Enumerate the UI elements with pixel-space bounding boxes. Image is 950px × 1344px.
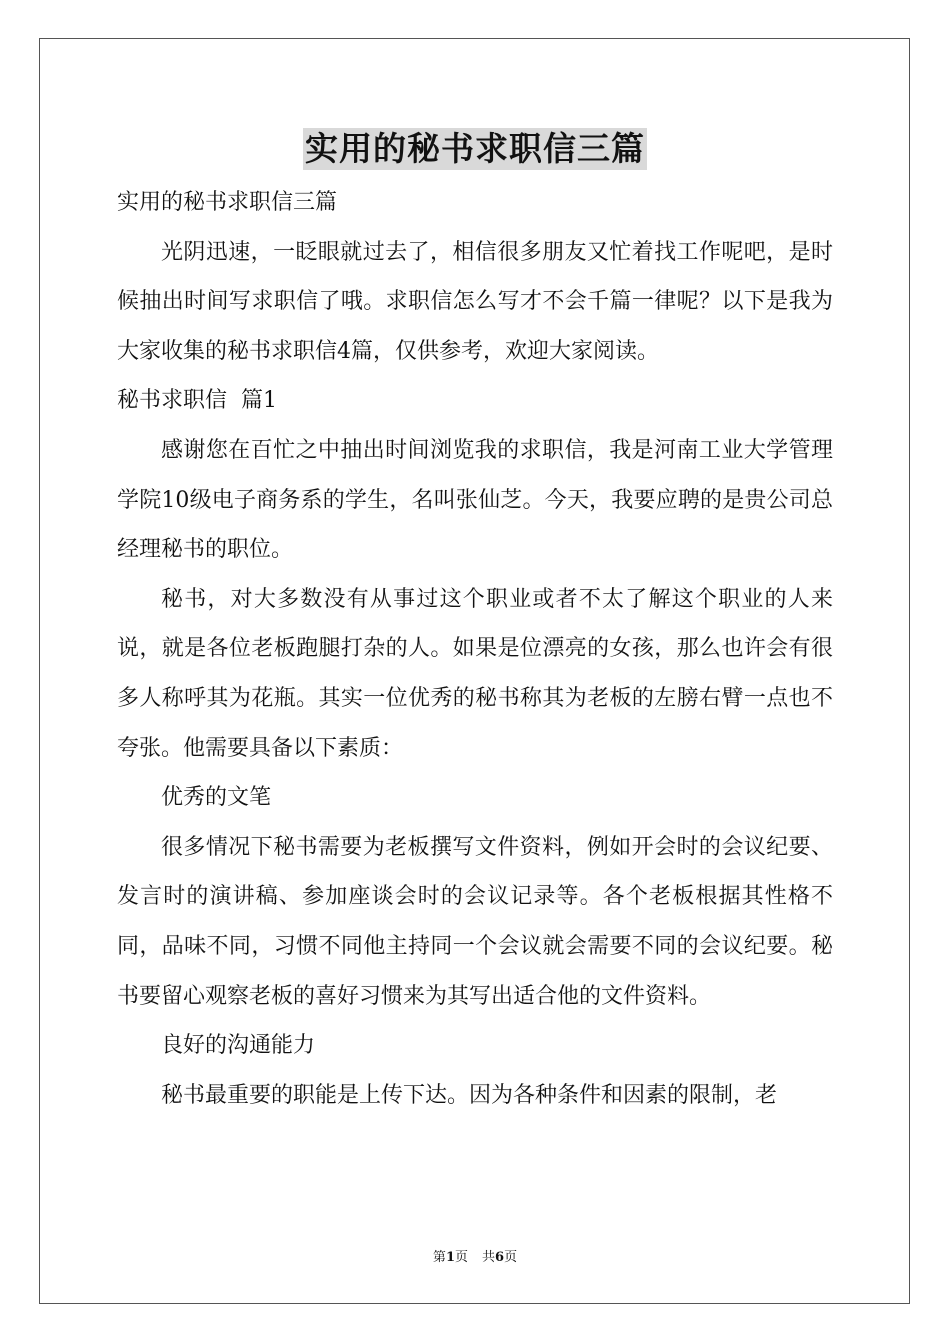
total-suffix: 页 [504, 1250, 518, 1265]
section-heading: 秘书求职信 篇1 [117, 388, 277, 414]
paragraph: 感谢您在百忙之中抽出时间浏览我的求职信，我是河南工业大学管理学院10级电子商务系的学生，名叫张仙芝。今天，我要应聘的是贵公司总经理秘书的职位。 [117, 437, 833, 563]
paragraph: 秘书，对大多数没有从事过这个职业或者不太了解这个职业的人来说，就是各位老板跑腿打杂的人。如果是位漂亮的女孩，那么也许会有很多人称呼其为花瓶。其实一位优秀的秘书称其为老板的左膀右臂一点也不夸张。他需要具备以下素质： [117, 586, 833, 761]
title-container [0, 128, 950, 170]
page-footer [0, 1250, 950, 1266]
subheading: 优秀的文笔 [161, 785, 272, 811]
document-body [117, 178, 833, 1120]
paragraph: 光阴迅速，一眨眼就过去了，相信很多朋友又忙着找工作呢吧，是时候抽出时间写求职信了哦。求职信怎么写才不会千篇一律呢？以下是我为大家收集的秘书求职信4篇，仅供参考，欢迎大家阅读。 [117, 239, 833, 364]
subheading: 良好的沟通能力 [161, 1033, 316, 1059]
total-pages: 6 [495, 1250, 505, 1265]
page-suffix: 页 [454, 1250, 468, 1265]
paragraph: 很多情况下秘书需要为老板撰写文件资料，例如开会时的会议纪要、发言时的演讲稿、参加座谈会时的会议记录等。各个老板根据其性格不同，品味不同，习惯不同他主持同一个会议就会需要不同的会议纪要。秘书要留心观察老板的喜好习惯来为其写出适合他的文件资料。 [117, 834, 833, 1009]
paragraph: 实用的秘书求职信三篇 [117, 190, 338, 215]
total-prefix: 共 [482, 1250, 496, 1265]
page-number: 1 [445, 1250, 455, 1265]
page-prefix: 第 [432, 1250, 446, 1265]
document-title: 实用的秘书求职信三篇 [305, 129, 645, 168]
paragraph: 秘书最重要的职能是上传下达。因为各种条件和因素的限制，老 [161, 1082, 778, 1108]
